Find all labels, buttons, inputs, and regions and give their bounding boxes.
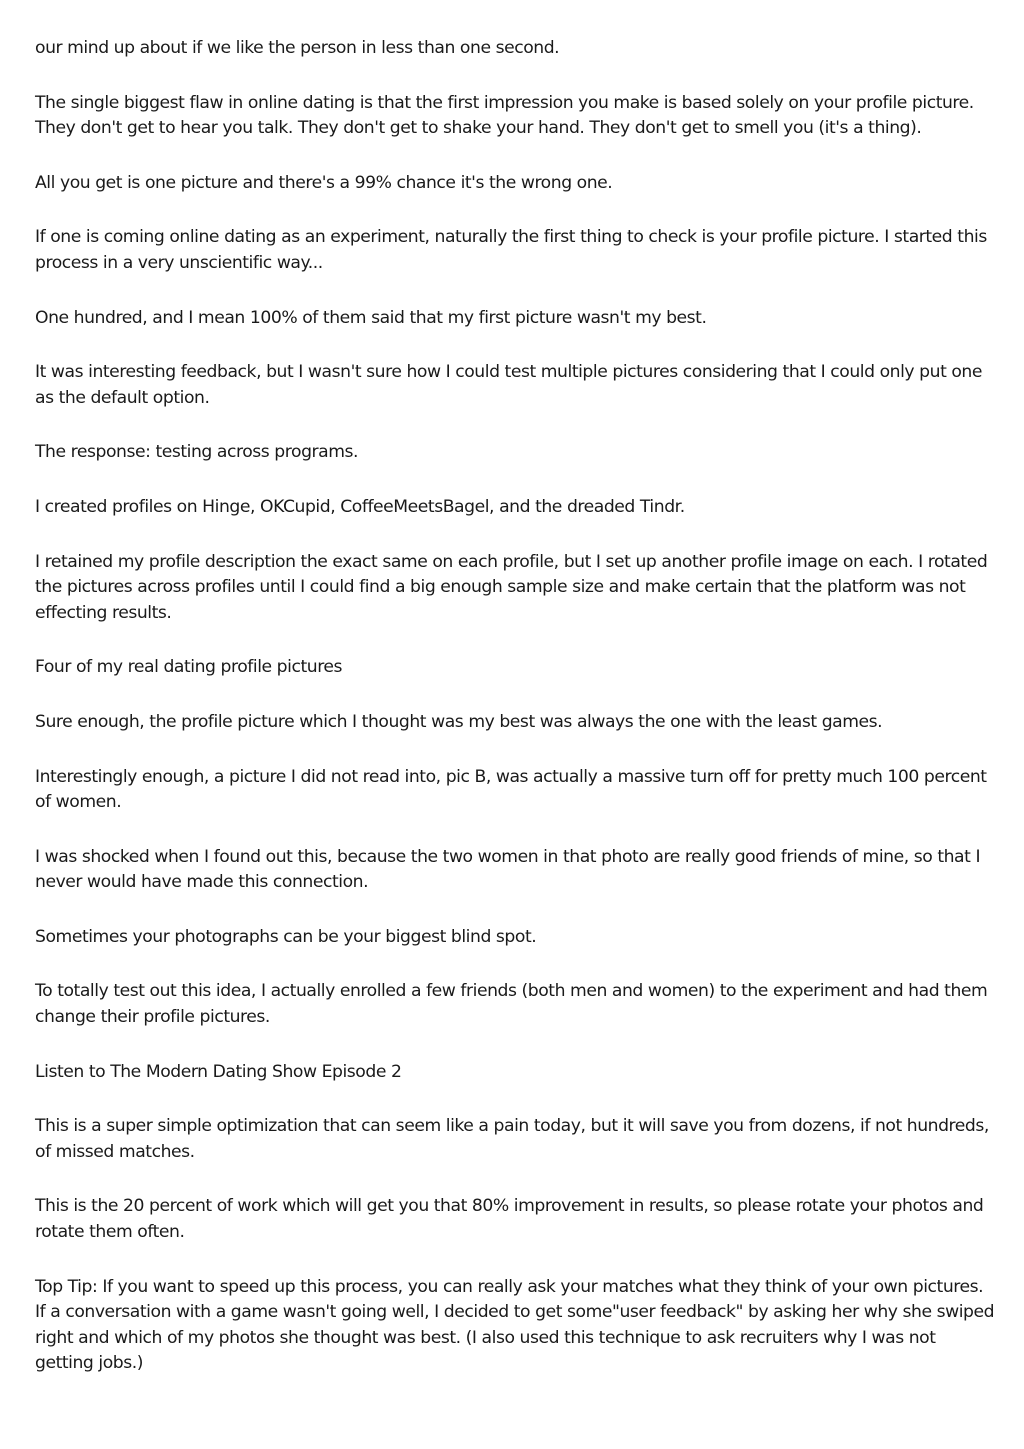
paragraph-enrolled-friends: To totally test out this idea, I actually enrolled a few friends (both men and women) to the experiment and had them change their profile pictures. xyxy=(35,981,988,1028)
paragraph-intro-fragment: our mind up about if we like the person in less than one second. xyxy=(35,38,560,58)
paragraph-listen-show: Listen to The Modern Dating Show Episode 2 xyxy=(35,1061,402,1082)
paragraph-response: The response: testing across programs. xyxy=(35,442,359,463)
paragraph-top-tip: Top Tip: If you want to speed up this process, you can really ask your matches what they think of your own pictures. If a conversation with a game wasn't going well, I decided to get some"user feedback" by asking her why she swiped right and which of my photos she thought was best. (I also used this technique to ask recruiters why I was not getting jobs.) xyxy=(35,1276,995,1374)
paragraph-experiment: If one is coming online dating as an experiment, naturally the first thing to check is your profile picture. I started this process in a very unscientific way... xyxy=(35,227,987,273)
paragraph-one-hundred: One hundred, and I mean 100% of them said that my first picture wasn't my best. xyxy=(35,307,707,328)
paragraph-four-pictures: Four of my real dating profile pictures xyxy=(35,657,343,678)
paragraph-pic-b: Interestingly enough, a picture I did not read into, pic B, was actually a massive turn off for pretty much 100 percent of women. xyxy=(35,766,987,813)
paragraph-biggest-flaw: The single biggest flaw in online dating is that the first impression you make is based solely on your profile picture. They don't get to hear you talk. They don't get to shake your hand. They don't get to smell you (it's a thing). xyxy=(35,92,974,139)
paragraph-shocked: I was shocked when I found out this, because the two women in that photo are really good friends of mine, so that I never would have made this connection. xyxy=(35,846,981,893)
paragraph-blind-spot: Sometimes your photographs can be your biggest blind spot. xyxy=(35,926,537,947)
paragraph-one-picture: All you get is one picture and there's a 99% chance it's the wrong one. xyxy=(35,172,613,193)
paragraph-twenty-percent: This is the 20 percent of work which will get you that 80% improvement in results, so please rotate your photos and rotate them often. xyxy=(35,1196,984,1243)
paragraph-interesting-feedback: It was interesting feedback, but I wasn't sure how I could test multiple pictures considering that I could only put one as the default option. xyxy=(35,362,983,408)
paragraph-simple-optimization: This is a super simple optimization that can seem like a pain today, but it will save you from dozens, if not hundreds, of missed matches. xyxy=(35,1116,989,1162)
paragraph-retained-description: I retained my profile description the exact same on each profile, but I set up another profile image on each. I rotated the pictures across profiles until I could find a big enough sample size and make certain that the platform was not effecting results. xyxy=(35,551,988,623)
paragraph-sure-enough: Sure enough, the profile picture which I thought was my best was always the one with the least games. xyxy=(35,711,883,732)
paragraph-created-profiles: I created profiles on Hinge, OKCupid, CoffeeMeetsBagel, and the dreaded Tindr. xyxy=(35,496,685,517)
document-body xyxy=(35,36,995,1377)
